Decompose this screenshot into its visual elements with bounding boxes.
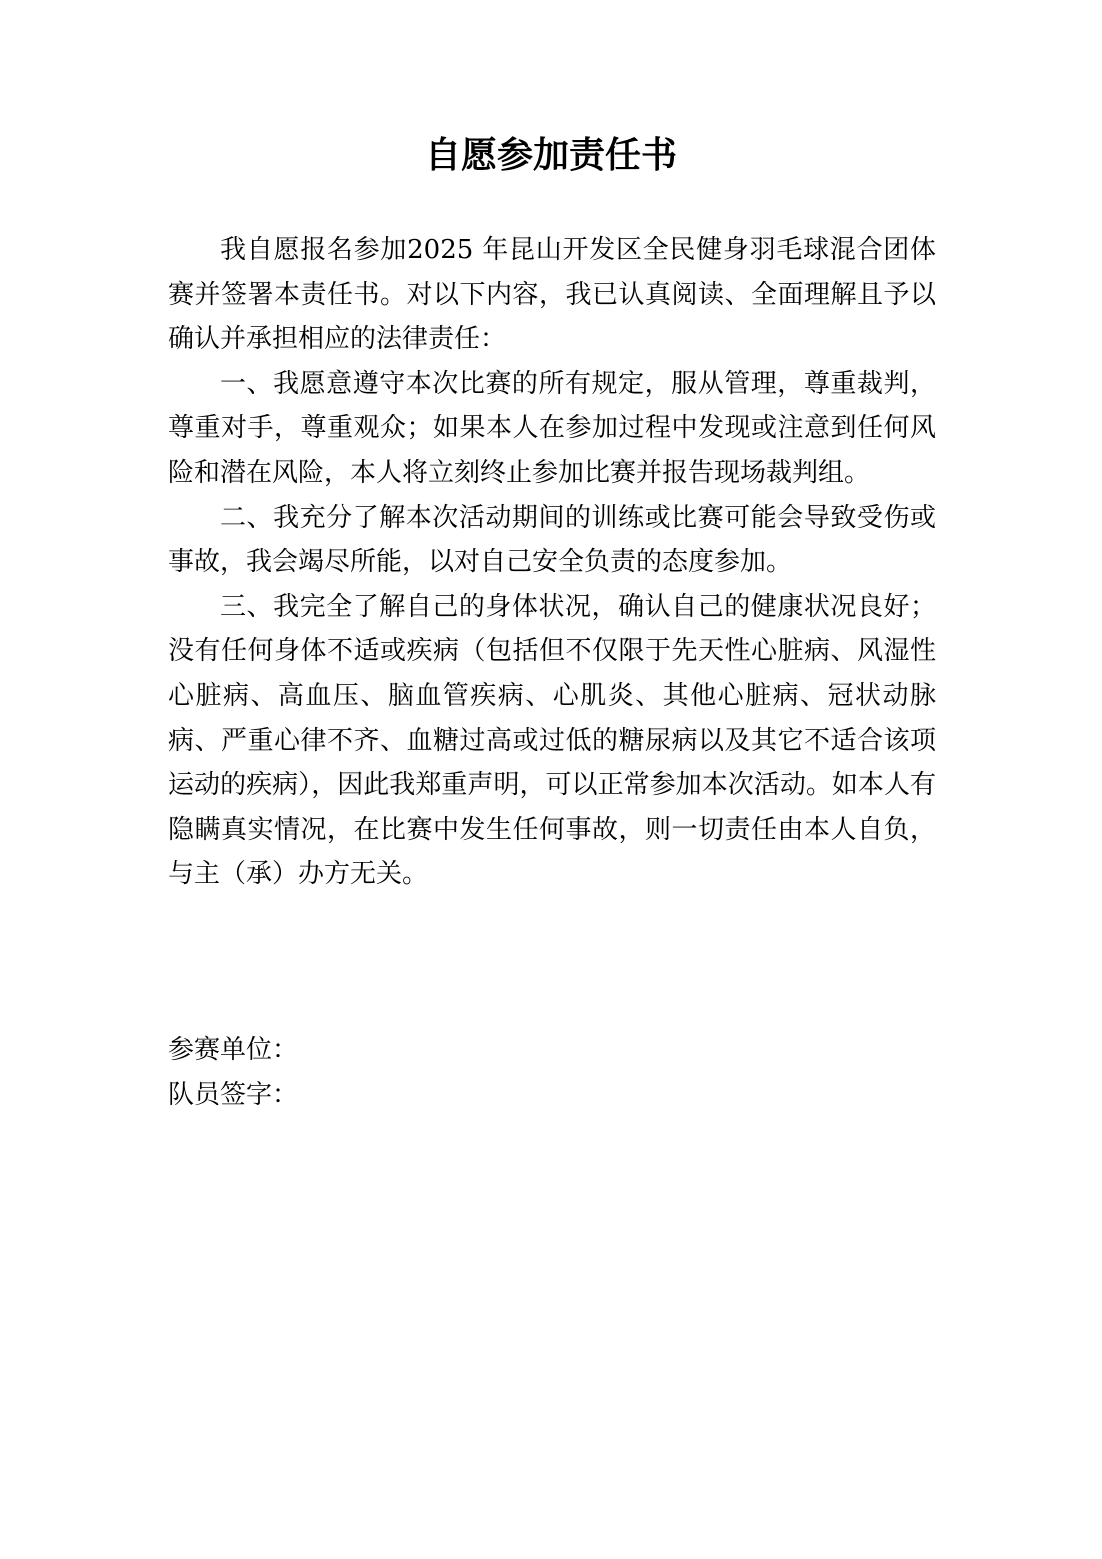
document-body xyxy=(168,228,936,897)
signature-label: 队员签字： xyxy=(168,1079,299,1110)
unit-label: 参赛单位： xyxy=(168,1035,299,1065)
clause-two-paragraph: 二、我充分了解本次活动期间的训练或比赛可能会导致受伤或事故，我会竭尽所能，以对自己安全负责的态度参加。 xyxy=(168,502,936,578)
document-title: 自愿参加责任书 xyxy=(424,135,677,176)
signature-fields xyxy=(168,1028,936,1117)
intro-paragraph: 我自愿报名参加2025 年昆山开发区全民健身羽毛球混合团体赛并签署本责任书。对以下内容，我已认真阅读、全面理解且予以确认并承担相应的法律责任： xyxy=(168,235,936,355)
clause-one-paragraph: 一、我愿意遵守本次比赛的所有规定，服从管理，尊重裁判，尊重对手，尊重观众；如果本人在参加过程中发现或注意到任何风险和潜在风险，本人将立刻终止参加比赛并报告现场裁判组。 xyxy=(168,368,936,488)
clause-three-paragraph: 三、我完全了解自己的身体状况，确认自己的健康状况良好；没有任何身体不适或疾病（包括但不仅限于先天性心脏病、风湿性心脏病、高血压、脑血管疾病、心肌炎、其他心脏病、冠状动脉病、严重心律不齐、血糖过高或过低的糖尿病以及其它不适合该项运动的疾病），因此我郑重声明，可以正常参加本次活动。如本人有隐瞒真实情况，在比赛中发生任何事故，则一切责任由本人自负，与主（承）办方无关。 xyxy=(168,591,936,890)
